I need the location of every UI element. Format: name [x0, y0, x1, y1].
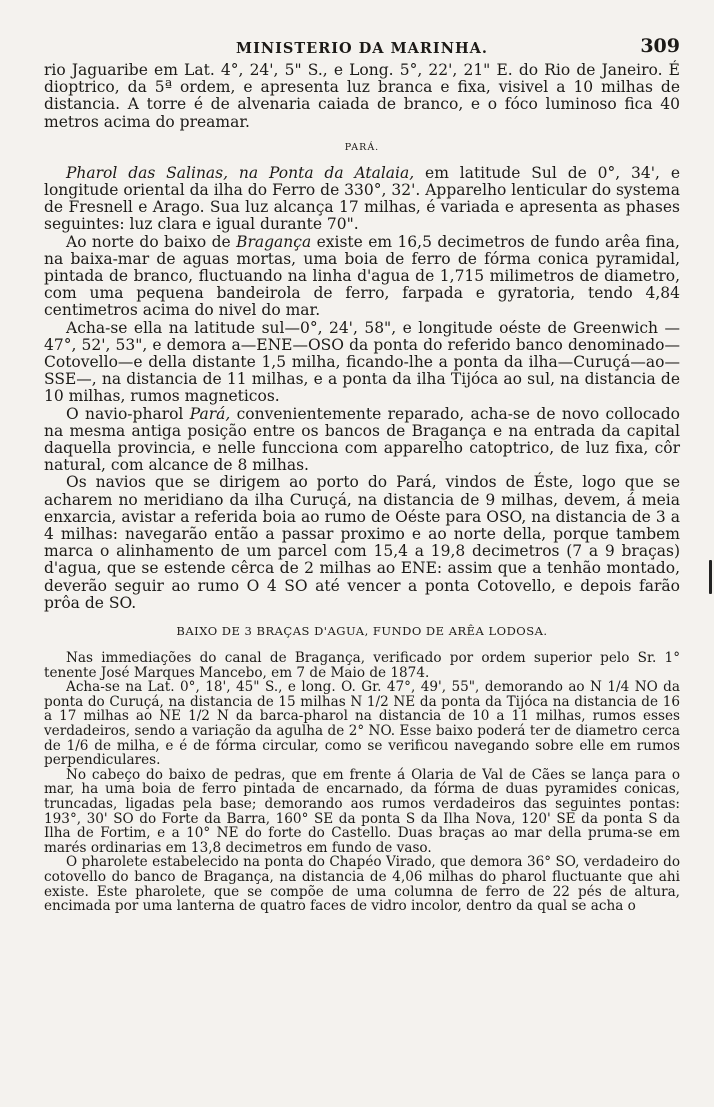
boia-place: Bragança	[236, 232, 312, 251]
scan-edge-mark	[709, 560, 712, 594]
opening-paragraph: rio Jaguaribe em Lat. 4°, 24', 5" S., e Long. 5°, 22', 21" E. do Rio de Janeiro. É dioptrico, da 5ª ordem, e apresenta luz branca e fixa, visivel a 10 milhas de distancia. A torre é de alvenaria caiada de branco, e o fóco luminoso fica 40 metros acima do preamar.	[44, 61, 680, 131]
subheading-baixo: BAIXO DE 3 BRAÇAS D'AGUA, FUNDO DE ARÊA LODOSA.	[176, 624, 548, 639]
navio-lead: O navio-pharol	[66, 404, 190, 423]
pharol-title: Pharol das Salinas, na Ponta da Atalaia,	[66, 163, 415, 182]
paragraph-navio-pharol	[44, 406, 680, 475]
navio-name: Pará,	[189, 404, 231, 423]
boia-lead: Ao norte do baixo de	[66, 232, 237, 251]
small-paragraph: Nas immediações do canal de Bragança, verificado por ordem superior pelo Sr. 1° tenente José Marques Mancebo, em 7 de Maio de 1874.	[44, 650, 680, 681]
page-number: 309	[640, 35, 680, 57]
small-text-block	[44, 651, 680, 914]
paragraph-pharol-salinas	[44, 165, 680, 234]
page-header	[44, 35, 680, 62]
paragraph-boia	[44, 234, 680, 320]
small-paragraph: No cabeço do baixo de pedras, que em frente á Olaria de Val de Cães se lança para o mar, ha uma boia de ferro pintada de encarnado, da fórma de duas pyramides conicas, truncadas, ligadas pela base; demorando aos rumos verdadeiros das seguintes pontas: 193°, 30' SO do Forte da Barra, 160° SE da ponta S da Ilha Nova, 120' SE da ponta S da Ilha de Fortim, e a 10° NE do forte do Castello. Duas braças ao mar della pruma-se em marés ordinarias em 13,8 decimetros em fundo de vaso.	[44, 766, 680, 856]
pharol-text: em latitude Sul de 0°, 34', e longitude oriental da ilha do Ferro de 330°, 32'. Apparelho lenticular do systema de Fresnell e Arago. Sua luz alcança 17 milhas, é variada e apresenta as phases seguintes: luz clara e igual durante 70".	[44, 163, 680, 234]
running-title: MINISTERIO DA MARINHA.	[236, 40, 488, 57]
paragraph-acha-se: Acha-se ella na latitude sul—0°, 24', 58", e longitude oéste de Greenwich —47°, 52', 53", e demora a—ENE—OSO da ponta do referido banco denominado—Cotovello—e della distante 1,5 milha, ficando-lhe a ponta da ilha—Curuçá—ao—SSE—, na distancia de 11 milhas, e a ponta da ilha Tijóca ao sul, na distancia de 10 milhas, rumos magneticos.	[44, 318, 680, 406]
boia-text: existe em 16,5 decimetros de fundo arêa fina, na baixa-mar de aguas mortas, uma boia de ferro de fórma conica pyramidal, pintada de branco, fluctuando na linha d'agua de 1,715 milimetros de diametro, com uma pequena bandeirola de ferro, farpada e gyratoria, tendo 4,84 centimetros acima do nivel do mar.	[44, 232, 680, 320]
small-paragraph: Acha-se na Lat. 0°, 18', 45" S., e long. O. Gr. 47°, 49', 55", demorando ao N 1/4 NO da ponta do Curuçá, na distancia de 15 milhas N 1/2 NE da ponta da Tijóca na distancia de 16 a 17 milhas ao NE 1/2 N da barca-pharol na distancia de 10 a 11 milhas, rumos esses verdadeiros, sendo a variação da agulha de 2° NO. Esse baixo poderá ter de diametro cerca de 1/6 de milha, e é de fórma circular, como se verificou navegando sobre elle em rumos perpendiculares.	[44, 679, 680, 769]
navio-text: convenientemente reparado, acha-se de novo collocado na mesma antiga posição entre os bancos de Bragança e na entrada da capital daquella provincia, e nelle funcciona com apparelho catoptrico, de luz fixa, côr natural, com alcance de 8 milhas.	[44, 404, 680, 475]
paragraph-navios: Os navios que se dirigem ao porto do Pará, vindos de Éste, logo que se acharem no meridiano da ilha Curuçá, na distancia de 9 milhas, devem, á meia enxarcia, avistar a referida boia ao rumo de Oéste para OSO, na distancia de 3 a 4 milhas: navegarão então a passar proximo e ao norte della, porque tambem marca o alinhamento de um parcel com 15,4 a 19,8 decimetros (7 a 9 braças) d'agua, que se estende cêrca de 2 milhas ao ENE: assim que a tenhão montado, deverão seguir ao rumo O 4 SO até vencer a ponta Cotovello, e depois farão prôa de SO.	[44, 473, 680, 612]
section-heading-para: PARÁ.	[344, 141, 380, 153]
small-paragraph: O pharolete estabelecido na ponta do Chapéo Virado, que demora 36° SO, verdadeiro do cotovello do banco de Bragança, na distancia de 4,06 milhas do pharol fluctuante que ahi existe. Este pharolete, que se compõe de uma columna de ferro de 22 pés de altura, encimada por uma lanterna de quatro faces de vidro incolor, dentro da qual se acha o	[44, 854, 680, 915]
